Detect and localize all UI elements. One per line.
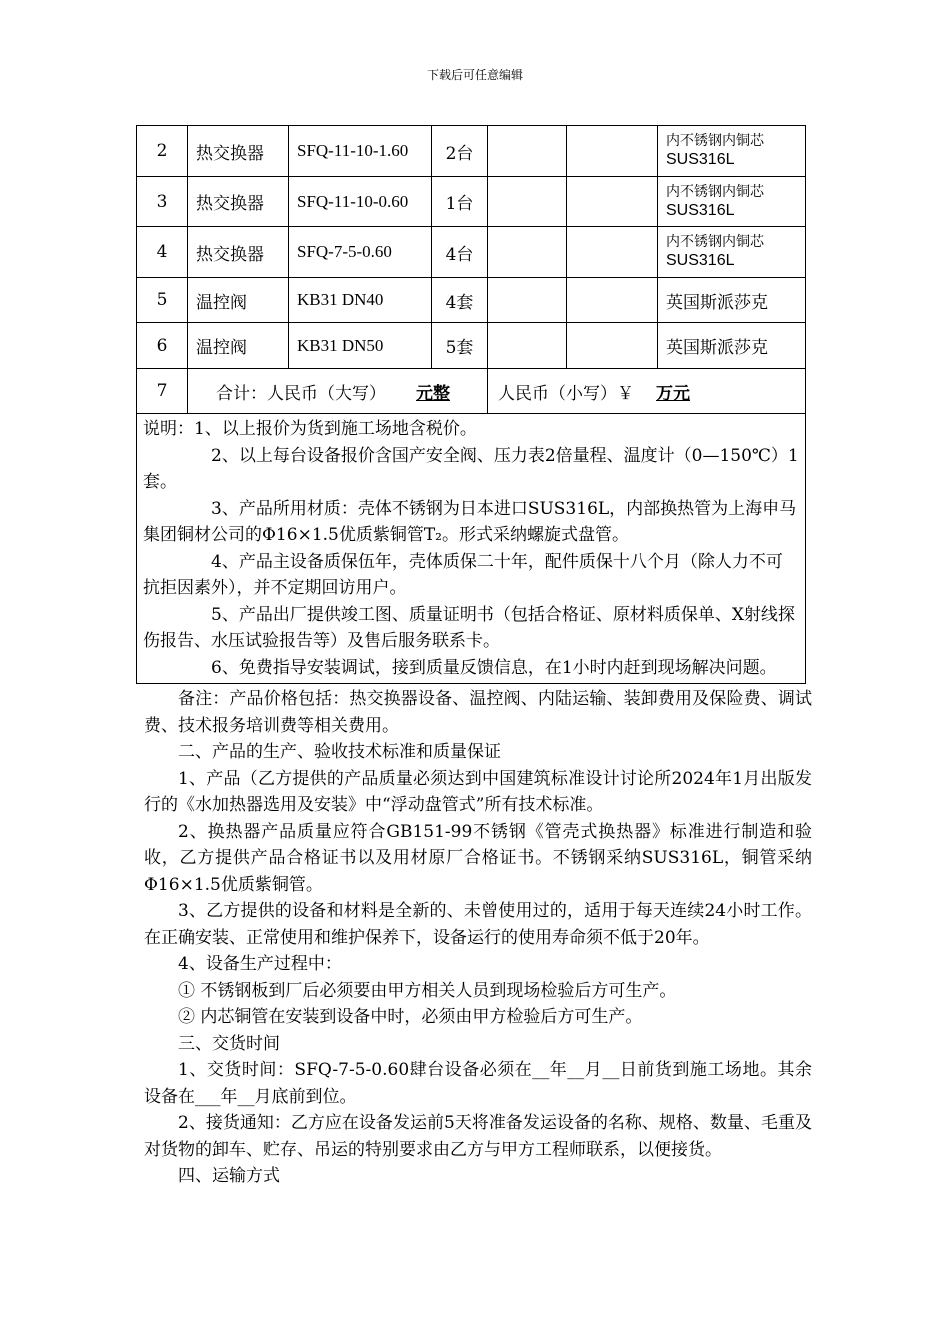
document-body [144,686,812,1190]
table-row [137,278,806,323]
item-quantity: 4台 [432,227,488,278]
item-name: 热交换器 [188,126,289,177]
row-number: 3 [137,177,188,227]
item-name: 温控阀 [188,323,289,369]
unit-price-cell [488,177,567,227]
paragraph: 2、换热器产品质量应符合GB151-99不锈钢《管壳式换热器》标准进行制造和验收，乙方提供产品合格证书以及用材原厂合格证书。不锈钢采纳SUS316L，铜管采纳Φ16×1.5优质紫铜管。 [144,821,812,895]
unit-price-cell [488,323,567,369]
remark-line-1: 内不锈钢内铜芯 [666,133,764,149]
table-row [137,126,806,177]
item-model: SFQ-11-10-0.60 [289,177,432,227]
row-number: 4 [137,227,188,278]
section-heading: 三、交货时间 [178,1033,280,1054]
row-number: 6 [137,323,188,369]
amount-cell [567,126,658,177]
unit-price-cell [488,126,567,177]
total-row [137,369,806,414]
item-remark: 英国斯派莎克 [658,278,806,323]
amount-cell [567,177,658,227]
remark-line-2: SUS316L [666,252,735,269]
item-quantity: 5套 [432,323,488,369]
total-lower-label: 人民币（小写）￥ [498,383,634,404]
item-model: KB31 DN50 [289,323,432,369]
item-name: 温控阀 [188,278,289,323]
item-remark: 英国斯派莎克 [658,323,806,369]
section-heading: 二、产品的生产、验收技术标准和质量保证 [178,742,501,762]
note-line: 5、产品出厂提供竣工图、质量证明书（包括合格证、原材料质保单、X射线探伤报告、水压试验报告等）及售后服务联系卡。 [143,604,795,651]
row-number: 5 [137,278,188,323]
unit-price-cell [488,278,567,323]
note-line: 6、免费指导安装调试，接到质量反馈信息，在1小时内赶到现场解决问题。 [211,657,777,678]
quotation-table [136,125,806,684]
page-header: 下载后可任意编辑 [426,68,523,82]
paragraph: 2、接货通知：乙方应在设备发运前5天将准备发运设备的名称、规格、数量、毛重及对货物的卸车、贮存、吊运的特别要求由乙方与甲方工程师联系，以便接货。 [144,1113,812,1160]
item-name: 热交换器 [188,227,289,278]
section-heading: 四、运输方式 [178,1166,280,1186]
item-quantity: 1台 [432,177,488,227]
table-row [137,177,806,227]
notes-row [137,414,806,684]
amount-cell [567,227,658,278]
paragraph: 备注：产品价格包括：热交换器设备、温控阀、内陆运输、装卸费用及保险费、调试费、技术报务培训费等相关费用。 [144,689,812,736]
unit-price-cell [488,227,567,278]
paragraph: ① 不锈钢板到厂后必须要由甲方相关人员到现场检验后方可生产。 [178,980,677,1001]
paragraph: 3、乙方提供的设备和材料是全新的、未曾使用过的，适用于每天连续24小时工作。在正确安装、正常使用和维护保养下，设备运行的使用寿命须不低于20年。 [144,901,812,948]
total-lower-unit: 万元 [656,383,690,404]
note-line: 2、以上每台设备报价含国产安全阀、压力表2倍量程、温度计（0—150℃）1套。 [143,445,799,492]
row-number: 7 [137,369,188,414]
remark-line-1: 内不锈钢内铜芯 [666,234,764,250]
row-number: 2 [137,126,188,177]
table-row [137,227,806,278]
total-lower-cell [488,369,806,414]
remark-line-2: SUS316L [666,201,735,219]
total-upper-label: 合计：人民币（大写） [216,383,386,404]
note-line: 说明：1、以上报价为货到施工场地含税价。 [143,419,477,439]
item-model: KB31 DN40 [289,278,432,323]
item-quantity: 2台 [432,126,488,177]
total-upper-cell [188,369,488,414]
item-remark [658,227,806,278]
item-model: SFQ-7-5-0.60 [289,227,432,278]
paragraph: ② 内芯铜管在安装到设备中时，必须由甲方检验后方可生产。 [178,1007,643,1027]
remark-line-1: 内不锈钢内铜芯 [666,183,764,200]
paragraph: 1、产品（乙方提供的产品质量必须达到中国建筑标准设计讨论所2024年1月出版发行的《水加热器选用及安装》中“浮动盘管式”所有技术标准。 [144,768,812,815]
note-line: 3、产品所用材质：壳体不锈钢为日本进口SUS316L，内部换热管为上海申马集团铜材公司的Φ16×1.5优质紫铜管T₂。形式采纳螺旋式盘管。 [143,498,797,545]
amount-cell [567,323,658,369]
notes-cell [137,414,806,684]
paragraph: 1、交货时间：SFQ-7-5-0.60肆台设备必须在__年__月__日前货到施工场地。其余设备在___年__月底前到位。 [144,1060,812,1107]
item-quantity: 4套 [432,278,488,323]
item-model: SFQ-11-10-1.60 [289,126,432,177]
item-remark [658,126,806,177]
table-row [137,323,806,369]
total-upper-unit: 元整 [416,383,450,404]
remark-line-2: SUS316L [666,151,735,168]
item-name: 热交换器 [188,177,289,227]
paragraph: 4、设备生产过程中： [178,954,342,974]
item-remark [658,177,806,227]
note-line: 4、产品主设备质保伍年，壳体质保二十年，配件质保十八个月（除人力不可抗拒因素外），并不定期回访用户。 [143,551,783,598]
amount-cell [567,278,658,323]
